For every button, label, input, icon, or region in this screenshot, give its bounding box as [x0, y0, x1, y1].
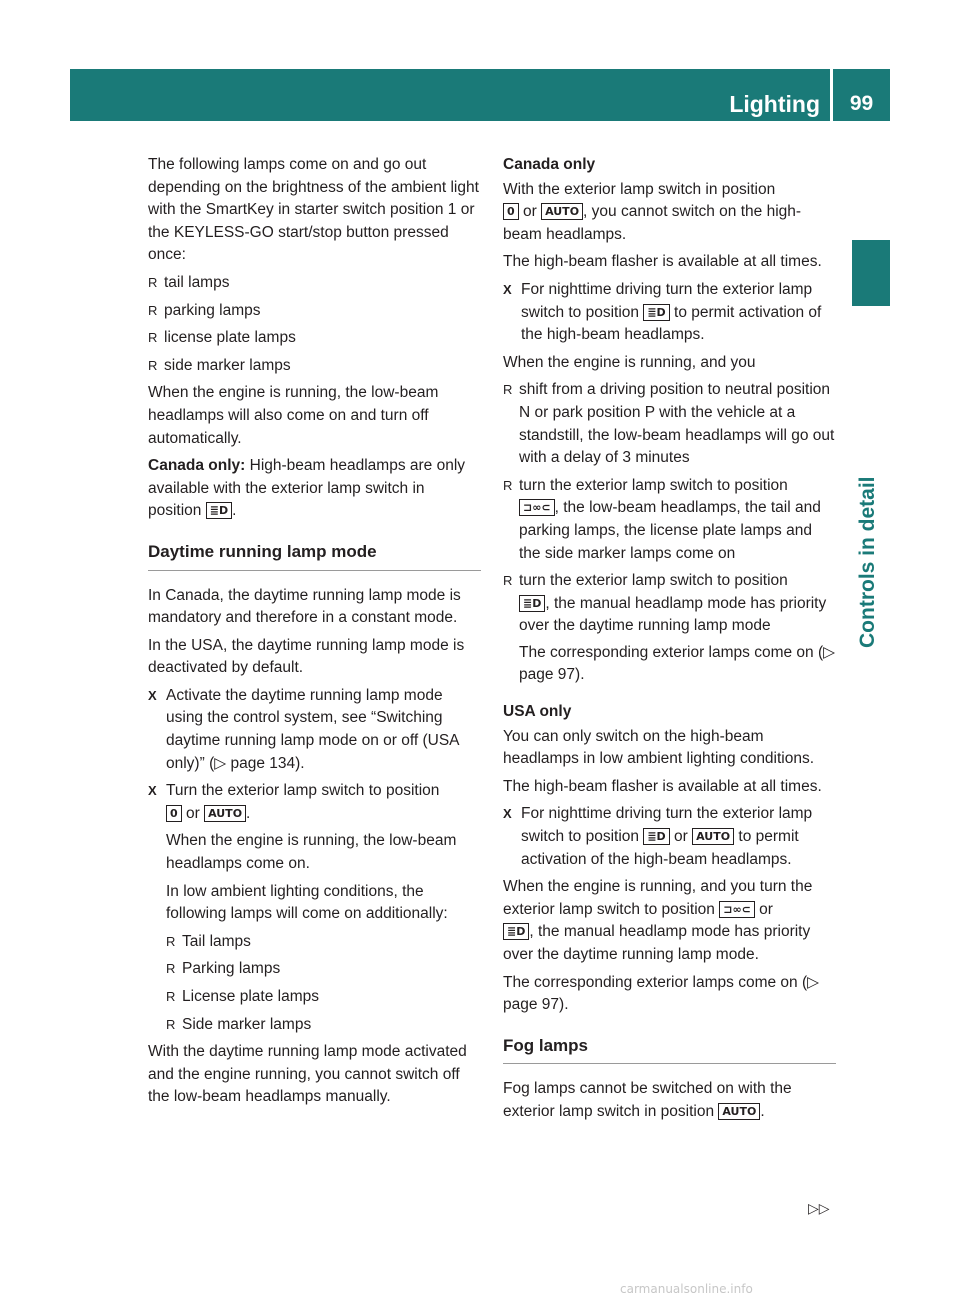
list-item: R side marker lamps	[148, 355, 481, 378]
low-beam-icon: ≣D	[643, 304, 669, 321]
canada-paragraph	[503, 179, 836, 247]
left-column	[148, 154, 481, 1114]
canada-only-paragraph: Canada only: High-beam headlamps are only available with the exterior lamp switch in position ≣D .	[148, 457, 466, 520]
instruction-step	[148, 685, 481, 775]
list-item: R license plate lamps	[148, 327, 481, 350]
list-item	[503, 475, 836, 565]
low-beam-icon: ≣D	[206, 502, 232, 519]
usa-flasher: The high-beam flasher is available at all times.	[503, 777, 822, 795]
fog-paragraph: Fog lamps cannot be switched on with the exterior lamp switch in position AUTO .	[503, 1080, 792, 1120]
continue-arrow-icon: ▷▷	[808, 1200, 830, 1216]
drl-paragraph-1: In Canada, the daytime running lamp mode is mandatory and therefore in a constant mode.	[148, 586, 461, 627]
usa-paragraph: You can only switch on the high-beam headlamps in low ambient lighting conditions.	[503, 727, 815, 768]
instruction-step	[503, 279, 836, 347]
step-text: to permit activation of the high-beam headlamps.	[521, 828, 799, 868]
parking-lamp-icon: ⊐∞⊂	[519, 499, 555, 516]
auto-icon: AUTO	[541, 203, 583, 220]
usa-engine-text: , the manual headlamp mode has priority over the daytime running lamp mode.	[503, 923, 811, 963]
canada-only-text: High-beam headlamps are only available with the exterior lamp switch in position	[148, 457, 466, 520]
section-title: Lighting	[729, 91, 820, 117]
cond-text: turn the exterior lamp switch to position	[519, 476, 788, 494]
low-beam-icon: ≣D	[643, 828, 669, 845]
list-item: R parking lamps	[148, 300, 481, 323]
step-arrow-icon: X	[148, 783, 157, 799]
instruction-step	[503, 803, 836, 871]
side-tab-marker	[852, 240, 890, 306]
cond-text: turn the exterior lamp switch to position	[519, 572, 788, 590]
list-item: R tail lamps	[148, 272, 481, 295]
usa-corresponding: The corresponding exterior lamps come on (▷ page 97).	[503, 973, 820, 1014]
list-item	[503, 570, 836, 687]
or-text: or	[759, 900, 773, 918]
canada-text-a: With the exterior lamp switch in position	[503, 180, 776, 198]
usa-engine-paragraph	[503, 876, 836, 966]
drl-heading: Daytime running lamp mode	[148, 541, 481, 571]
intro-paragraph: The following lamps come on and go out depending on the brightness of the ambient light with the SmartKey in starter switch position 1 or the KEYLESS-GO start/stop button pressed once:	[148, 156, 479, 264]
cond-text: , the manual headlamp mode has priority over the daytime running lamp mode	[519, 594, 827, 635]
step-text: For nighttime driving turn the exterior lamp switch to position	[521, 280, 813, 321]
auto-icon: AUTO	[692, 828, 734, 845]
usa-heading: USA only	[503, 703, 572, 721]
zero-position-icon: 0	[503, 203, 519, 220]
list-item: R shift from a driving position to neutral position N or park position P with the vehicle at a standstill, the low-beam headlamps will go out with a delay of 3 minutes	[503, 379, 836, 469]
step-note: In low ambient lighting conditions, the following lamps will come on additionally:	[166, 882, 448, 923]
instruction-step: X Turn the exterior lamp switch to position 0 or AUTO .	[148, 782, 440, 822]
step-arrow-icon: X	[148, 687, 157, 703]
closing-paragraph: With the daytime running lamp mode activated and the engine running, you cannot switch off the low-beam headlamps manually.	[148, 1043, 467, 1106]
engine-running-paragraph: When the engine is running, the low-beam headlamps will also come on and turn off automatically.	[148, 384, 439, 447]
drl-paragraph-2: In the USA, the daytime running lamp mode is deactivated by default.	[148, 636, 465, 677]
or-text: or	[674, 828, 688, 846]
step-text: Turn the exterior lamp switch to position	[166, 782, 440, 800]
zero-position-icon: 0	[166, 805, 182, 822]
low-beam-icon: ≣D	[503, 923, 529, 940]
step-result: When the engine is running, the low-beam headlamps come on.	[166, 832, 457, 873]
engine-intro: When the engine is running, and you	[503, 353, 756, 371]
step-arrow-icon: X	[503, 806, 512, 822]
list-item: R Tail lamps	[148, 931, 481, 954]
or-text: or	[522, 203, 537, 221]
header-bar	[70, 69, 830, 121]
list-item: R Parking lamps	[148, 958, 481, 981]
step-text: For nighttime driving turn the exterior lamp switch to position	[521, 805, 813, 846]
step-text: to permit activation of the high-beam headlamps.	[521, 303, 822, 344]
right-column	[503, 154, 836, 1129]
or-text: or	[185, 804, 200, 822]
cond-text: , the low-beam headlamps, the tail and parking lamps, the license plate lamps and the side marker lamps come on	[519, 499, 821, 562]
canada-text-b: , you cannot switch on the high-beam headlamps.	[503, 203, 802, 243]
flasher-paragraph: The high-beam flasher is available at all times.	[503, 253, 822, 271]
list-item: R License plate lamps	[148, 986, 481, 1009]
watermark: carmanualsonline.info	[620, 1282, 753, 1296]
canada-heading: Canada only	[503, 156, 596, 173]
step-arrow-icon: X	[503, 281, 512, 297]
auto-icon: AUTO	[204, 805, 246, 822]
side-tab-label: Controls in detail	[856, 476, 879, 648]
low-beam-icon: ≣D	[519, 595, 545, 612]
usa-engine-text: When the engine is running, and you turn the exterior lamp switch to position	[503, 878, 813, 918]
cond-note: The corresponding exterior lamps come on (▷ page 97).	[519, 643, 836, 684]
list-item: R Side marker lamps	[148, 1014, 481, 1037]
auto-icon: AUTO	[718, 1103, 760, 1120]
step-text: Activate the daytime running lamp mode using the control system, see “Switching daytime running lamp mode on or off (USA only)” (▷ page 134).	[166, 686, 459, 772]
fog-text: Fog lamps cannot be switched on with the exterior lamp switch in position	[503, 1080, 792, 1120]
canada-only-label: Canada only:	[148, 457, 246, 475]
parking-lamp-icon: ⊐∞⊂	[719, 901, 755, 918]
page-number: 99	[833, 69, 890, 121]
fog-heading: Fog lamps	[503, 1035, 836, 1065]
